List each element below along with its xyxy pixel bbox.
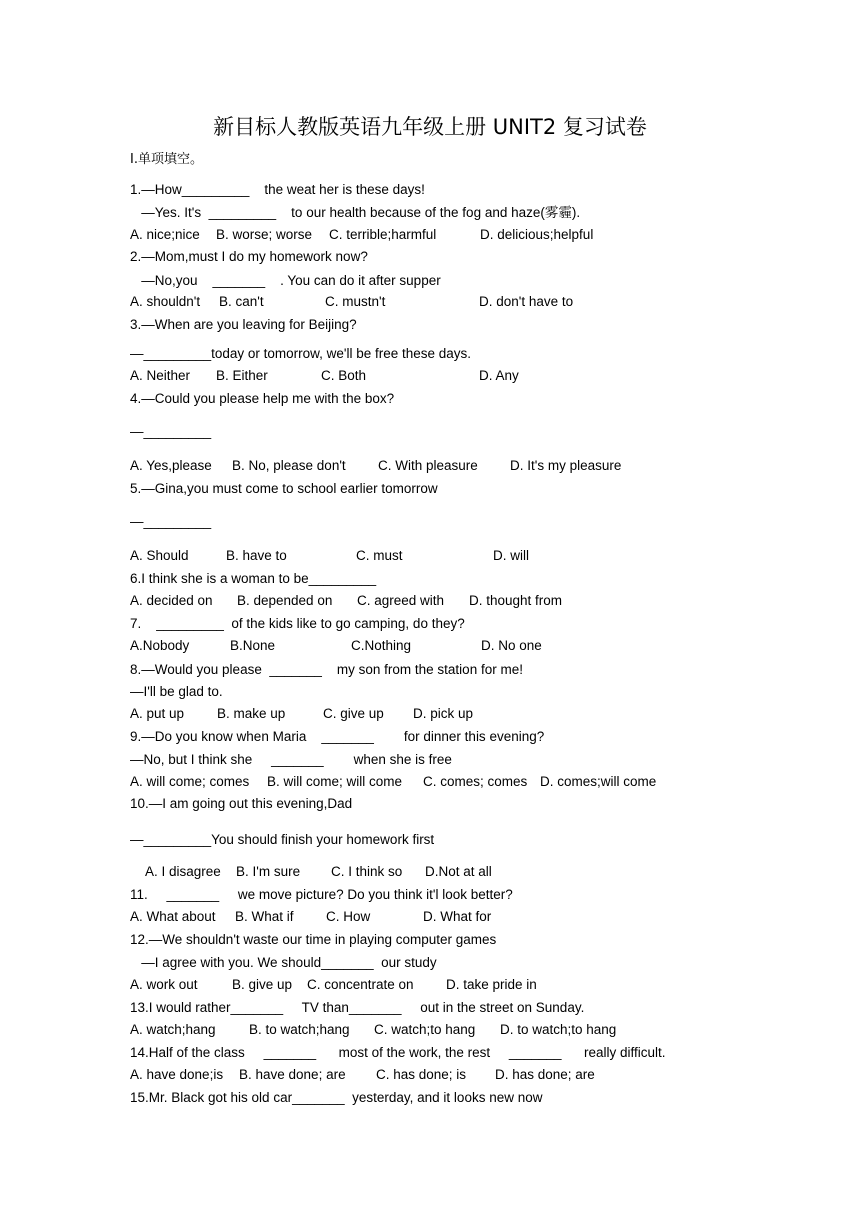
option-d: D. Any	[479, 368, 519, 383]
question-11: 11. _______ we move picture? Do you think it'l look better?	[130, 887, 513, 902]
question-9: 9.—Do you know when Maria _______ for dinner this evening?	[130, 729, 545, 744]
option-a: A. Yes,please	[130, 458, 212, 473]
question-10-reply: —_________You should finish your homework first	[130, 832, 435, 847]
option-b: B. have done; are	[239, 1067, 346, 1082]
option-a: A. watch;hang	[130, 1022, 216, 1037]
option-a: A. will come; comes	[130, 774, 250, 789]
question-4-reply: —_________	[130, 424, 212, 439]
option-b: B. have to	[226, 548, 287, 563]
option-a: A. shouldn't	[130, 294, 201, 309]
question-4: 4.—Could you please help me with the box?	[130, 391, 395, 406]
option-c: C. must	[356, 548, 403, 563]
option-a: A. What about	[130, 909, 216, 924]
option-c: C. mustn't	[325, 294, 386, 309]
option-d: D. will	[493, 548, 529, 563]
option-a: A. decided on	[130, 593, 213, 608]
option-c: C. has done; is	[376, 1067, 467, 1082]
option-b: B.None	[230, 638, 276, 653]
question-1-reply: —Yes. It's _________ to our health because of the fog and haze(雾霾).	[130, 205, 581, 220]
question-15: 15.Mr. Black got his old car_______ yesterday, and it looks new now	[130, 1090, 543, 1105]
option-c: C. concentrate on	[307, 977, 414, 992]
option-d: D. don't have to	[479, 294, 574, 309]
option-a: A. put up	[130, 706, 185, 721]
option-a: A. Neither	[130, 368, 191, 383]
option-d: D. pick up	[413, 706, 474, 721]
option-a: A. have done;is	[130, 1067, 224, 1082]
option-d: D. has done; are	[495, 1067, 595, 1082]
question-8-reply: —I'll be glad to.	[130, 684, 223, 699]
question-13: 13.I would rather_______ TV than_______ out in the street on Sunday.	[130, 1000, 585, 1015]
option-c: C.Nothing	[351, 638, 412, 653]
question-7: 7. _________ of the kids like to go camping, do they?	[130, 616, 465, 631]
question-1: 1.—How_________ the weat her is these days!	[130, 182, 425, 197]
option-b: B. give up	[232, 977, 293, 992]
question-2: 2.—Mom,must I do my homework now?	[130, 249, 368, 264]
question-9-reply: —No, but I think she _______ when she is free	[130, 752, 452, 767]
option-d: D. No one	[481, 638, 542, 653]
question-3-reply: —_________today or tomorrow, we'll be free these days.	[130, 346, 472, 361]
option-b: B. I'm sure	[236, 864, 301, 879]
option-a: A.Nobody	[130, 638, 190, 653]
page-title: 新目标人教版英语九年级上册 UNIT2 复习试卷	[213, 115, 647, 139]
question-12: 12.—We shouldn't waste our time in playing computer games	[130, 932, 497, 947]
question-5: 5.—Gina,you must come to school earlier tomorrow	[130, 481, 438, 496]
option-c: C. With pleasure	[378, 458, 478, 473]
question-2-reply: —No,you _______ . You can do it after supper	[130, 273, 441, 288]
option-c: C. watch;to hang	[374, 1022, 476, 1037]
option-c: C. Both	[321, 368, 367, 383]
option-a: A. Should	[130, 548, 189, 563]
option-d: D.Not at all	[425, 864, 492, 879]
question-14: 14.Half of the class _______ most of the work, the rest _______ really difficult.	[130, 1045, 666, 1060]
question-12-reply: —I agree with you. We should_______ our study	[130, 955, 437, 970]
option-d: D. to watch;to hang	[500, 1022, 617, 1037]
option-b: B. worse; worse	[216, 227, 313, 242]
option-a: A. nice;nice	[130, 227, 200, 242]
question-3: 3.—When are you leaving for Beijing?	[130, 317, 357, 332]
option-b: B. can't	[219, 294, 264, 309]
option-d: D. What for	[423, 909, 492, 924]
option-b: B. make up	[217, 706, 286, 721]
option-c: C. How	[326, 909, 371, 924]
option-d: D. It's my pleasure	[510, 458, 622, 473]
option-b: B. to watch;hang	[249, 1022, 350, 1037]
option-d: D. delicious;helpful	[480, 227, 594, 242]
option-b: B. depended on	[237, 593, 333, 608]
option-c: C. I think so	[331, 864, 403, 879]
question-6: 6.I think she is a woman to be_________	[130, 571, 377, 586]
option-d: D. take pride in	[446, 977, 537, 992]
question-8: 8.—Would you please _______ my son from the station for me!	[130, 662, 523, 677]
option-c: C. give up	[323, 706, 384, 721]
question-5-reply: —_________	[130, 514, 212, 529]
question-10: 10.—I am going out this evening,Dad	[130, 796, 353, 811]
option-d: D. thought from	[469, 593, 563, 608]
option-b: B. What if	[235, 909, 294, 924]
option-b: B. will come; will come	[267, 774, 403, 789]
option-a: A. I disagree	[145, 864, 221, 879]
section-heading: I.单项填空。	[130, 152, 203, 167]
option-d: D. comes;will come	[540, 774, 657, 789]
option-c: C. terrible;harmful	[329, 227, 437, 242]
option-b: B. Either	[216, 368, 268, 383]
option-b: B. No, please don't	[232, 458, 346, 473]
option-a: A. work out	[130, 977, 198, 992]
option-c: C. comes; comes	[423, 774, 528, 789]
option-c: C. agreed with	[357, 593, 445, 608]
